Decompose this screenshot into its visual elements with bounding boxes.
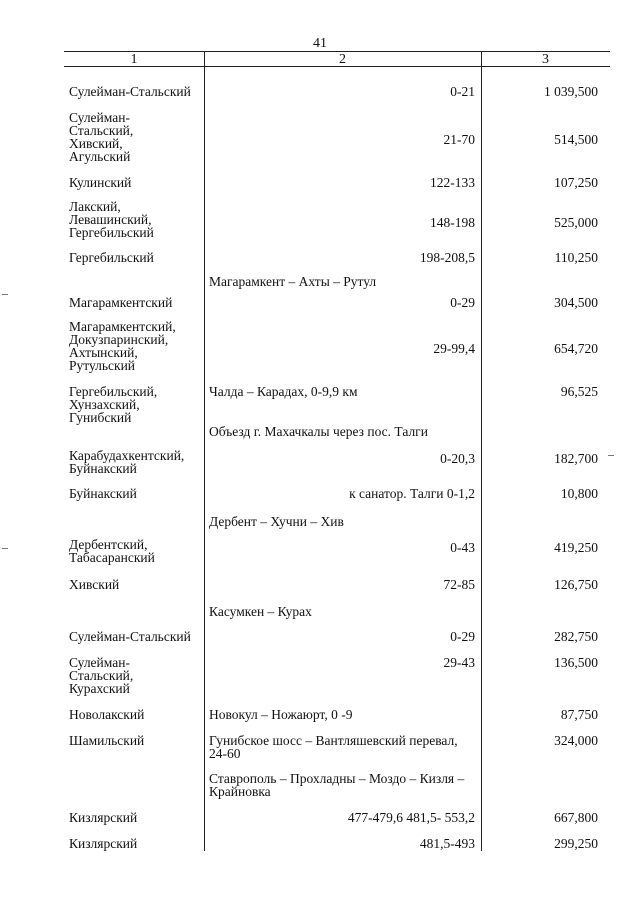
district-cell: Шамильский <box>69 733 145 748</box>
amount-cell: 10,800 <box>560 486 598 501</box>
page-number: 41 <box>313 36 327 51</box>
road-segment-cell: 148-198 <box>430 215 475 230</box>
amount-cell: 525,000 <box>554 215 598 230</box>
road-segment-cell: 0-43 <box>450 540 475 555</box>
amount-cell: 419,250 <box>554 540 598 555</box>
section-road-title: Объезд г. Махачкалы через пос. Талги <box>209 424 428 439</box>
road-segment-cell: 0-29 <box>450 295 475 310</box>
amount-cell: 110,250 <box>554 250 598 265</box>
road-segment-cell: 29-43 <box>443 655 475 670</box>
amount-cell: 654,720 <box>554 341 598 356</box>
district-cell: Сулейман- Стальский, Курахский <box>69 655 134 696</box>
road-segment-cell: Гунибское шосс – Вантляшевский перевал, 24-60 <box>209 733 458 761</box>
column-header-2: 2 <box>339 52 346 67</box>
amount-cell: 87,750 <box>560 707 598 722</box>
road-segment-cell: 29-99,4 <box>433 341 475 356</box>
margin-mark <box>2 548 8 549</box>
district-cell: Кизлярский <box>69 836 138 851</box>
district-cell: Магарамкентский, Докузпаринский, Ахтынский, Рутульский <box>69 319 176 373</box>
district-cell: Новолакский <box>69 707 145 722</box>
margin-mark <box>2 294 8 295</box>
road-segment-cell: Чалда – Карадах, 0-9,9 км <box>209 384 358 399</box>
district-cell: Буйнакский <box>69 486 137 501</box>
district-cell: Карабудахкентский, Буйнакский <box>69 448 185 476</box>
road-segment-cell: 481,5-493 <box>419 836 475 851</box>
amount-cell: 304,500 <box>554 295 598 310</box>
district-cell: Лакский, Левашинский, Гергебильский <box>69 199 154 240</box>
section-road-title: Касумкен – Курах <box>209 604 312 619</box>
column-header-1: 1 <box>130 52 138 67</box>
road-segment-cell: 0-29 <box>450 629 475 644</box>
amount-cell: 1 039,500 <box>544 84 598 99</box>
district-cell: Кизлярский <box>69 810 138 825</box>
road-segment-cell: 122-133 <box>430 175 475 190</box>
amount-cell: 96,525 <box>560 384 598 399</box>
district-cell: Сулейман-Стальский <box>69 629 191 644</box>
district-cell: Сулейман- Стальский, Хивский, Агульский <box>69 110 134 164</box>
district-cell: Гергебильский <box>69 250 154 265</box>
district-cell: Гергебильский, Хунзахский, Гунибский <box>69 384 158 425</box>
margin-mark <box>608 455 614 456</box>
district-cell: Хивский <box>69 577 120 592</box>
road-segment-cell: к санатор. Талги 0-1,2 <box>349 486 475 501</box>
road-segment-cell: 72-85 <box>443 577 475 592</box>
amount-cell: 136,500 <box>554 655 598 670</box>
district-cell: Дербентский, Табасаранский <box>69 537 155 565</box>
amount-cell: 514,500 <box>554 132 598 147</box>
amount-cell: 324,000 <box>554 733 598 748</box>
amount-cell: 282,750 <box>554 629 598 644</box>
amount-cell: 126,750 <box>554 577 598 592</box>
road-segment-cell: 21-70 <box>443 132 475 147</box>
district-cell: Магарамкентский <box>69 295 173 310</box>
column-divider-right <box>481 51 482 851</box>
road-segment-cell: 0-21 <box>450 84 475 99</box>
column-header-3: 3 <box>542 52 549 67</box>
amount-cell: 667,800 <box>554 810 598 825</box>
column-divider-left <box>204 51 205 851</box>
section-road-title: Магарамкент – Ахты – Рутул <box>209 274 377 289</box>
amount-cell: 107,250 <box>554 175 598 190</box>
district-cell: Кулинский <box>69 175 132 190</box>
road-segment-cell: 198-208,5 <box>419 250 475 265</box>
road-segment-cell: Новокул – Ножаюрт, 0 -9 <box>209 707 353 722</box>
section-road-title: Дербент – Хучни – Хив <box>209 514 344 529</box>
amount-cell: 182,700 <box>554 451 598 466</box>
district-cell: Сулейман-Стальский <box>69 84 191 99</box>
road-segment-cell: 0-20,3 <box>440 451 475 466</box>
amount-cell: 299,250 <box>554 836 598 851</box>
section-road-title: Ставрополь – Прохладны – Моздо – Кизля – Крайновка <box>209 771 465 799</box>
road-segment-cell: 477-479,6 481,5- 553,2 <box>347 810 475 825</box>
